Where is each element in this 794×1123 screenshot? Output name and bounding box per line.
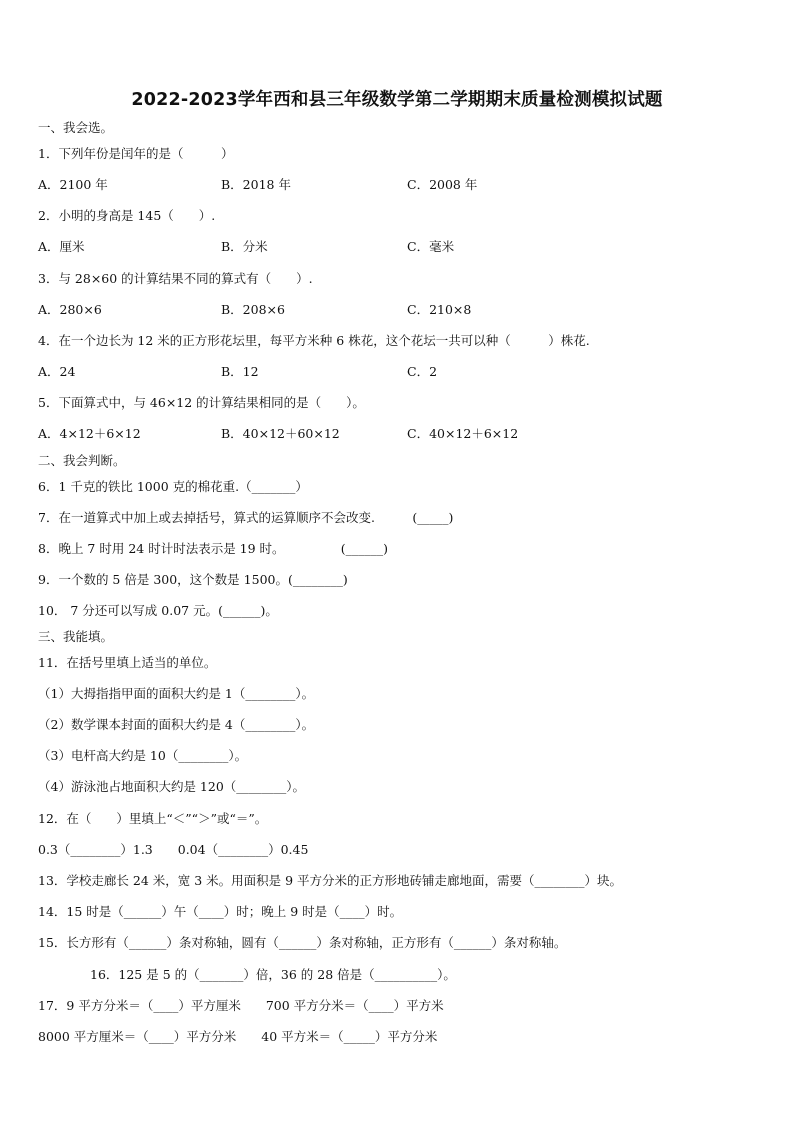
section-heading-fill: 三、我能填。 <box>38 629 114 644</box>
question-9: 9．一个数的 5 倍是 300，这个数是 1500。(________) <box>38 572 348 587</box>
q5-option-b: B．40×12＋60×12 <box>221 426 340 441</box>
section-heading-choice: 一、我会选。 <box>38 120 114 135</box>
question-3: 3．与 28×60 的计算结果不同的算式有（ ）. <box>38 271 313 286</box>
question-10: 10． 7 分还可以写成 0.07 元。(______)。 <box>38 603 278 618</box>
question-6: 6．1 千克的铁比 1000 克的棉花重.（_______） <box>38 479 308 494</box>
q3-option-a: A．280×6 <box>38 302 102 317</box>
question-16: 16．125 是 5 的（_______）倍，36 的 28 倍是（__________）。 <box>90 967 456 982</box>
q2-option-c: C．毫米 <box>407 239 455 254</box>
question-15: 15．长方形有（______）条对称轴，圆有（______）条对称轴，正方形有（______）条对称轴。 <box>38 935 567 950</box>
q5-option-a: A．4×12＋6×12 <box>38 426 141 441</box>
question-2: 2．小明的身高是 145（ ）. <box>38 208 216 223</box>
q3-option-b: B．208×6 <box>221 302 285 317</box>
question-11-part-3: （3）电杆高大约是 10（________）。 <box>38 748 248 763</box>
page-title: 2022-2023学年西和县三年级数学第二学期期末质量检测模拟试题 <box>131 90 663 110</box>
question-11-part-2: （2）数学课本封面的面积大约是 4（________）。 <box>38 717 315 732</box>
question-1: 1．下列年份是闰年的是（ ） <box>38 146 234 161</box>
q3-option-c: C．210×8 <box>407 302 472 317</box>
q4-option-c: C．2 <box>407 364 438 379</box>
q1-option-c: C．2008 年 <box>407 177 478 192</box>
q4-option-b: B．12 <box>221 364 259 379</box>
question-7: 7．在一道算式中加上或去掉括号，算式的运算顺序不会改变. (_____) <box>38 510 454 525</box>
question-17-line-2: 8000 平方厘米＝（____）平方分米 40 平方米＝（_____）平方分米 <box>38 1029 438 1044</box>
question-5: 5．下面算式中，与 46×12 的计算结果相同的是（ ）。 <box>38 395 365 410</box>
question-14: 14．15 时是（______）午（____）时；晚上 9 时是（____）时。 <box>38 904 403 919</box>
question-12-comparisons: 0.3（________）1.3 0.04（________）0.45 <box>38 842 309 857</box>
q1-option-b: B．2018 年 <box>221 177 291 192</box>
question-17-line-1: 17．9 平方分米＝（____）平方厘米 700 平方分米＝（____）平方米 <box>38 998 444 1013</box>
q2-option-b: B．分米 <box>221 239 268 254</box>
question-11-part-4: （4）游泳池占地面积大约是 120（________）。 <box>38 779 306 794</box>
question-11: 11．在括号里填上适当的单位。 <box>38 655 217 670</box>
question-4: 4．在一个边长为 12 米的正方形花坛里，每平方米种 6 株花，这个花坛一共可以种（ ）株花. <box>38 333 590 348</box>
question-13: 13．学校走廊长 24 米，宽 3 米。用面积是 9 平方分米的正方形地砖铺走廊地面，需要（________）块。 <box>38 873 623 888</box>
q4-option-a: A．24 <box>38 364 76 379</box>
question-8: 8．晚上 7 时用 24 时计时法表示是 19 时。 (______) <box>38 541 389 556</box>
q2-option-a: A．厘米 <box>38 239 85 254</box>
question-12: 12．在（ ）里填上“＜”“＞”或“＝”。 <box>38 811 268 826</box>
section-heading-judge: 二、我会判断。 <box>38 453 126 468</box>
q1-option-a: A．2100 年 <box>38 177 108 192</box>
q5-option-c: C．40×12＋6×12 <box>407 426 519 441</box>
question-11-part-1: （1）大拇指指甲面的面积大约是 1（________）。 <box>38 686 315 701</box>
